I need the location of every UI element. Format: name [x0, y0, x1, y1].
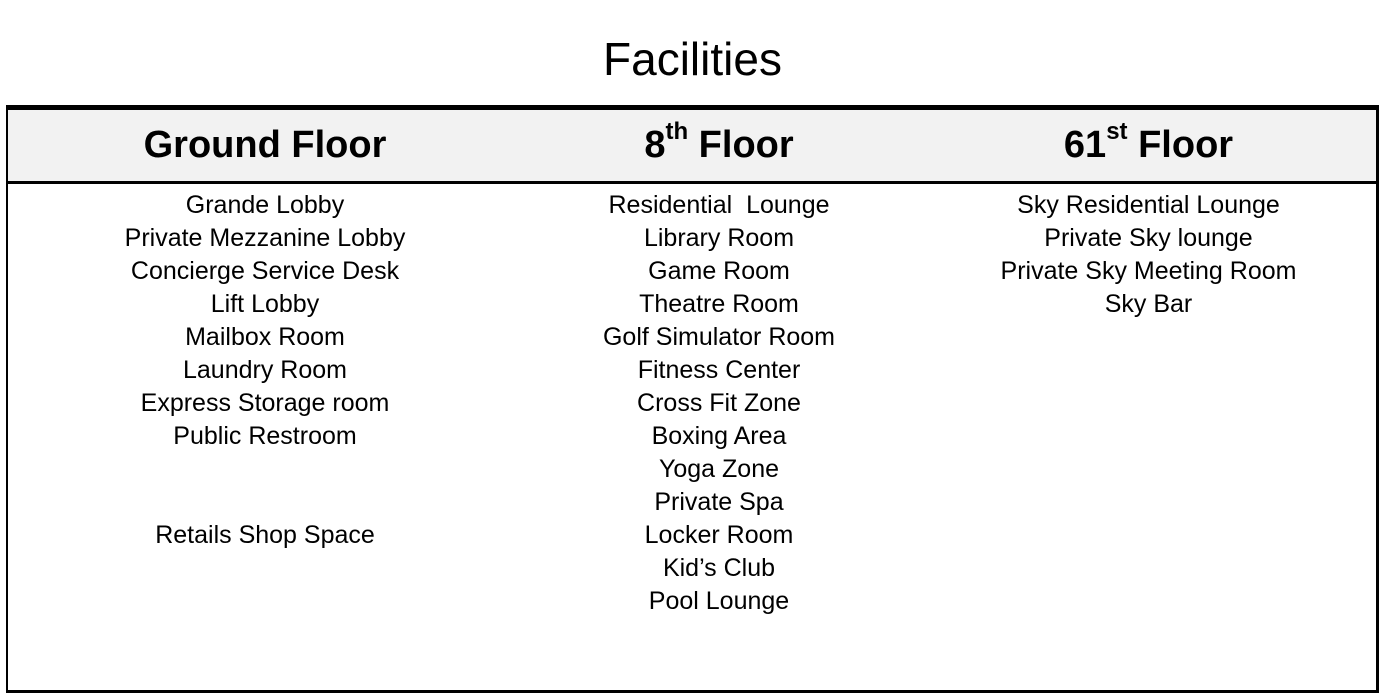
list-item: Grande Lobby — [185, 191, 345, 219]
column-header-ordinal-suffix: th — [665, 118, 689, 146]
list-item: Lift Lobby — [210, 290, 320, 318]
ground-floor-facility-list — [8, 189, 522, 552]
list-item: Theatre Room — [639, 290, 799, 318]
table-header-row — [8, 110, 1376, 184]
list-item: Private Sky Meeting Room — [1000, 257, 1297, 285]
list-item: Pool Lounge — [648, 587, 790, 615]
list-item: Concierge Service Desk — [130, 257, 400, 285]
column-header-text: Floor — [1127, 124, 1234, 166]
list-item: Private Spa — [654, 488, 784, 516]
list-item: Sky Bar — [1104, 290, 1193, 318]
61st-floor-facility-list — [921, 189, 1376, 321]
list-item: Library Room — [643, 224, 795, 252]
list-item: Sky Residential Lounge — [1017, 191, 1280, 219]
column-header-ground-floor — [8, 110, 522, 181]
8th-floor-facility-list — [492, 189, 946, 618]
list-item: Boxing Area — [651, 422, 787, 450]
list-item: Locker Room — [644, 521, 794, 549]
list-item: Mailbox Room — [185, 323, 345, 351]
column-header-61st-floor — [921, 110, 1376, 181]
column-header-ordinal-suffix: st — [1106, 118, 1128, 146]
column-header-text: Floor — [688, 124, 794, 166]
facilities-table — [6, 105, 1379, 693]
column-header-number: 8 — [644, 124, 666, 166]
list-item: Yoga Zone — [658, 455, 780, 483]
list-item: Kid’s Club — [662, 554, 776, 582]
list-item: Private Mezzanine Lobby — [124, 224, 406, 252]
column-header-number: 61 — [1063, 124, 1107, 166]
list-item: Public Restroom — [173, 422, 357, 450]
list-item: Cross Fit Zone — [637, 389, 801, 417]
list-item: Private Sky lounge — [1044, 224, 1253, 252]
list-item: Express Storage room — [140, 389, 390, 417]
page-title: Facilities — [603, 33, 782, 85]
list-item: Laundry Room — [183, 356, 347, 384]
column-header-8th-floor — [492, 110, 946, 181]
list-item: Residential Lounge — [608, 191, 830, 219]
list-item: Fitness Center — [637, 356, 801, 384]
list-item: Retails Shop Space — [155, 521, 375, 549]
list-item: Game Room — [648, 257, 790, 285]
column-header-text: Ground Floor — [143, 124, 387, 166]
list-item: Golf Simulator Room — [602, 323, 836, 351]
